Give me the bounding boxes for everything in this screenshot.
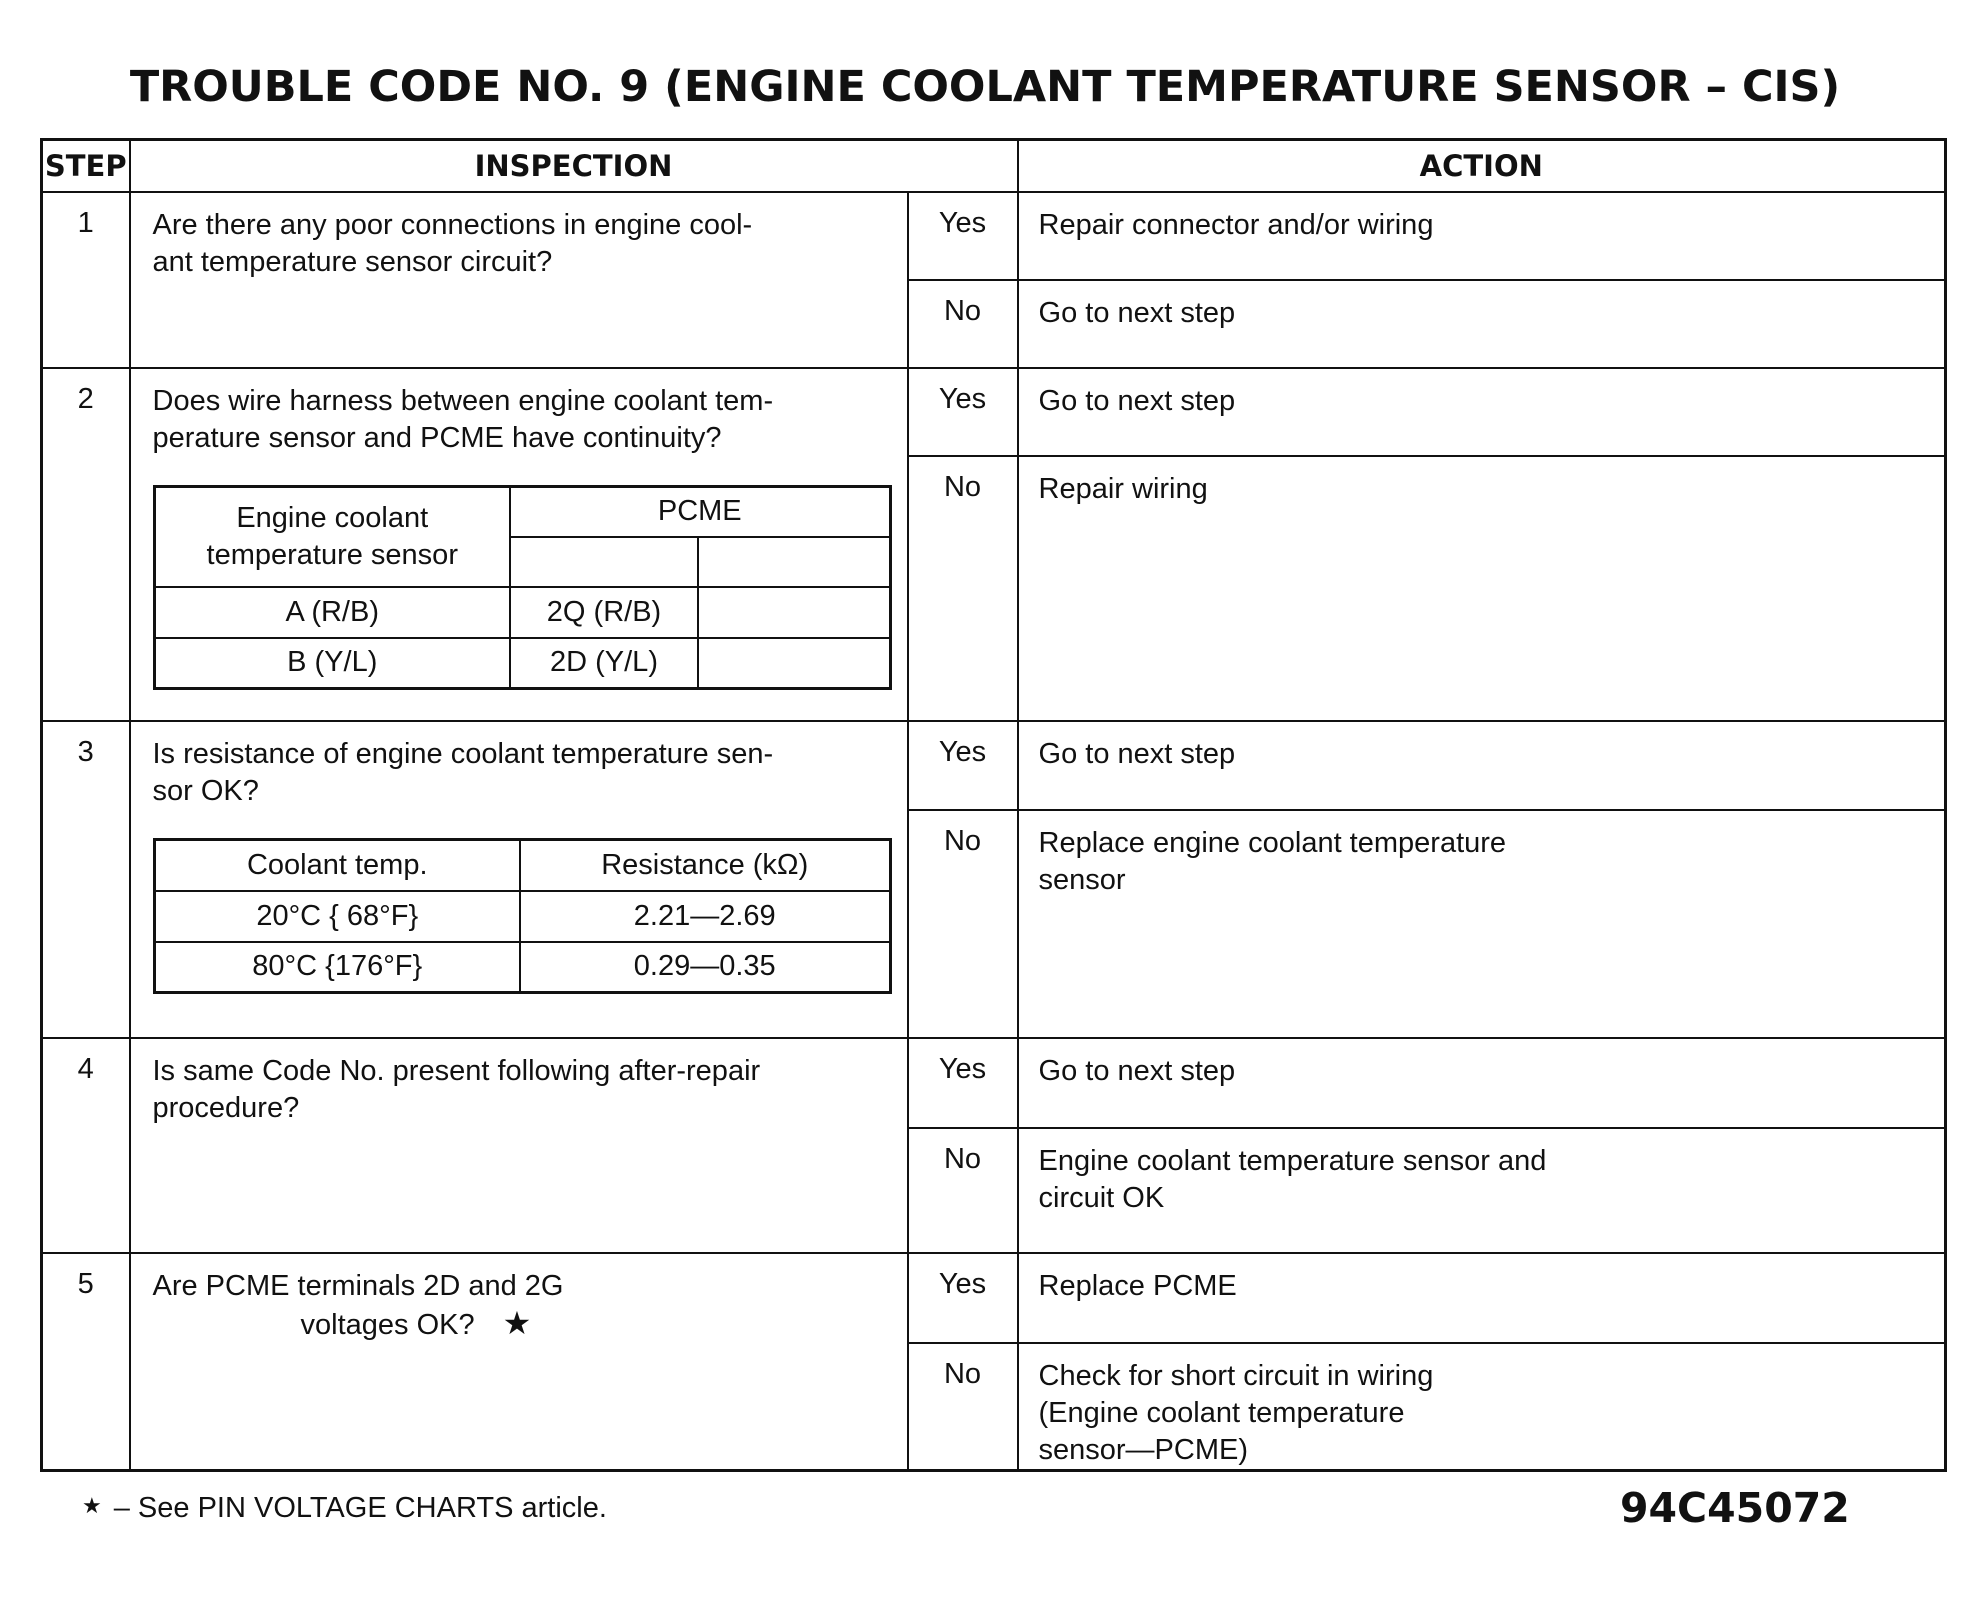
yes-action: Go to next step — [1018, 368, 1946, 456]
table-cell: 0.29—0.35 — [520, 942, 890, 993]
step-number: 3 — [42, 721, 130, 1038]
star-icon: ★ — [82, 1493, 102, 1518]
header-step: STEP — [42, 140, 130, 193]
yes-label: Yes — [908, 192, 1018, 280]
resistance-table — [153, 838, 892, 994]
no-label: No — [908, 1128, 1018, 1253]
blank-cell — [698, 638, 890, 689]
no-label: No — [908, 456, 1018, 721]
blank-cell — [510, 537, 698, 587]
no-label: No — [908, 280, 1018, 368]
no-label: No — [908, 810, 1018, 1038]
star-icon: ★ — [502, 1305, 532, 1341]
step-number: 1 — [42, 192, 130, 368]
table-cell: 2D (Y/L) — [510, 638, 698, 689]
coolant-temp-header: Coolant temp. — [154, 840, 520, 891]
yes-label: Yes — [908, 368, 1018, 456]
header-inspection: INSPECTION — [130, 140, 1018, 193]
no-action: Check for short circuit in wiring (Engine coolant temperature sensor—PCME) — [1018, 1343, 1946, 1471]
table-row — [42, 721, 1946, 810]
table-row — [42, 1038, 1946, 1128]
footnote — [82, 1492, 607, 1525]
yes-label: Yes — [908, 1253, 1018, 1343]
no-action: Go to next step — [1018, 280, 1946, 368]
no-action: Repair wiring — [1018, 456, 1946, 721]
step-number: 4 — [42, 1038, 130, 1253]
blank-cell — [698, 587, 890, 638]
table-cell: 2.21—2.69 — [520, 891, 890, 942]
step-number: 5 — [42, 1253, 130, 1471]
table-row — [42, 368, 1946, 456]
yes-action: Repair connector and/or wiring — [1018, 192, 1946, 280]
yes-action: Replace PCME — [1018, 1253, 1946, 1343]
no-label: No — [908, 1343, 1018, 1471]
no-action: Replace engine coolant temperature sensor — [1018, 810, 1946, 1038]
header-action: ACTION — [1018, 140, 1946, 193]
blank-cell — [698, 537, 890, 587]
table-row — [42, 1253, 1946, 1343]
sensor-header: Engine coolant temperature sensor — [154, 487, 510, 587]
table-row — [42, 192, 1946, 280]
pcme-header: PCME — [510, 487, 890, 537]
yes-action: Go to next step — [1018, 721, 1946, 810]
header-row — [42, 140, 1946, 193]
yes-label: Yes — [908, 721, 1018, 810]
table-cell: 80°C {176°F} — [154, 942, 520, 993]
figure-number: 94C45072 — [1620, 1484, 1850, 1532]
yes-action: Go to next step — [1018, 1038, 1946, 1128]
yes-label: Yes — [908, 1038, 1018, 1128]
inspection-text: Does wire harness between engine coolant tem- perature sensor and PCME have continuity? Engine coolant temperature sensor PCME A (R/B) 2Q (R/B) B (Y/L) 2D (Y/L) — [130, 368, 908, 721]
table-cell: A (R/B) — [154, 587, 510, 638]
continuity-table — [153, 485, 892, 690]
page-title: TROUBLE CODE NO. 9 (ENGINE COOLANT TEMPERATURE SENSOR – CIS) — [129, 62, 1841, 112]
step-number: 2 — [42, 368, 130, 721]
resistance-header: Resistance (kΩ) — [520, 840, 890, 891]
table-cell: B (Y/L) — [154, 638, 510, 689]
no-action: Engine coolant temperature sensor and circuit OK — [1018, 1128, 1946, 1253]
inspection-text: Is resistance of engine coolant temperature sen- sor OK? Coolant temp. Resistance (kΩ) 20°C { 68°F} 2.21—2.69 80°C {176°F} 0.29—0.35 — [130, 721, 908, 1038]
footnote-text: – See PIN VOLTAGE CHARTS article. — [113, 1492, 607, 1524]
inspection-text: Are PCME terminals 2D and 2G voltages OK? ★ — [130, 1253, 908, 1471]
inspection-text: Is same Code No. present following after-repair procedure? — [130, 1038, 908, 1253]
table-cell: 20°C { 68°F} — [154, 891, 520, 942]
table-cell: 2Q (R/B) — [510, 587, 698, 638]
inspection-text: Are there any poor connections in engine cool- ant temperature sensor circuit? — [130, 192, 908, 368]
trouble-code-table — [40, 138, 1947, 1472]
